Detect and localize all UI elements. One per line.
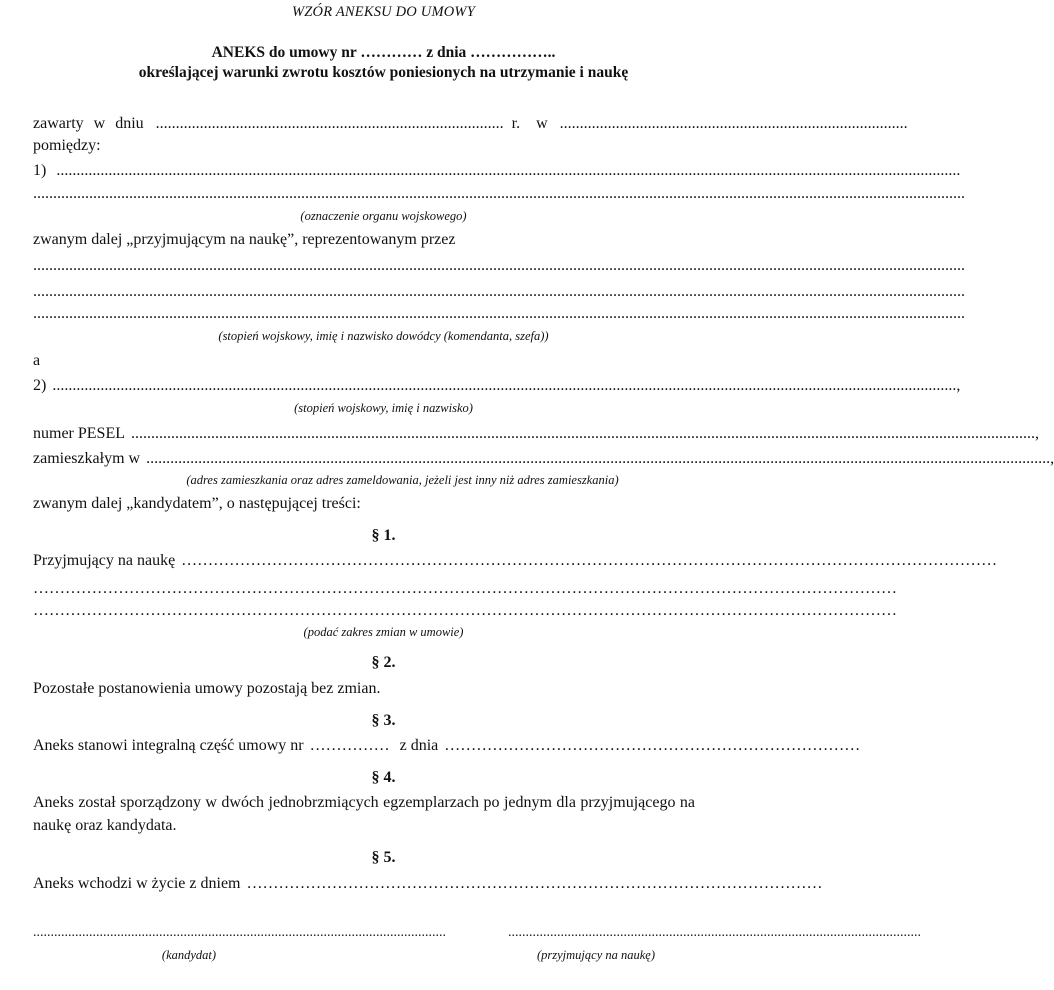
section-2-text: Pozostałe postanowienia umowy pozostają bez zmian.: [33, 680, 381, 697]
section-1-caption: (podać zakres zmian w umowie): [303, 625, 464, 639]
concluded-line: [33, 114, 908, 134]
section-1-field-2[interactable]: ………………………………………………………………………………………………………………………………………………: [33, 580, 897, 597]
pesel-line: [33, 424, 1039, 444]
receiver-caption: (przyjmujący na naukę): [536, 948, 656, 962]
representative-field-3[interactable]: .........................................................................................................................................................................................................................................: [33, 305, 965, 322]
representative-field-1[interactable]: .........................................................................................................................................................................................................................................: [33, 257, 965, 274]
pesel-label: numer PESEL: [33, 425, 125, 442]
party1-line: [33, 161, 961, 181]
representative-field-2[interactable]: .........................................................................................................................................................................................................................................: [33, 283, 965, 300]
address-label: zamieszkałym w: [33, 450, 141, 467]
place-field[interactable]: .......................................................................................: [559, 115, 908, 132]
address-caption: (adres zamieszkania oraz adres zameldowania, jeżeli jest inny niż adres zamieszkania): [186, 473, 619, 487]
year-label: r. w: [511, 115, 548, 132]
date-field[interactable]: .......................................................................................: [155, 115, 504, 132]
section-3-text-b: z dnia: [399, 737, 439, 754]
section-3-line: [33, 736, 861, 756]
section-2-title: § 2.: [371, 654, 396, 671]
party1-caption: (oznaczenie organu wojskowego): [300, 209, 467, 223]
party2-called: zwanym dalej „kandydatem”, o następującej treści:: [33, 495, 361, 512]
section-4-text: Aneks został sporządzony w dwóch jednobrzmiących egzemplarzach po jednym dla przyjmującego na naukę oraz kandydata.: [33, 794, 695, 834]
comma: ,: [1050, 450, 1054, 467]
party1-label: 1): [33, 162, 47, 179]
receiver-signature-field[interactable]: ......................................................................................................................: [508, 925, 921, 940]
party2-label: 2): [33, 377, 47, 394]
representative-caption: (stopień wojskowy, imię i nazwisko dowódcy (komendanta, szefa)): [218, 329, 549, 343]
address-line: [33, 449, 1054, 469]
section-5-text: Aneks wchodzi w życie z dniem: [33, 875, 241, 892]
effective-date-field[interactable]: ………………………………………………………………………………………………: [246, 875, 823, 892]
party2-caption: (stopień wojskowy, imię i nazwisko): [294, 401, 473, 415]
section-1-title: § 1.: [371, 527, 396, 544]
section-5-title: § 5.: [371, 849, 396, 866]
party1-field[interactable]: ..................................................................................................................................................................................................................................: [56, 162, 961, 179]
party1-field-continued[interactable]: .........................................................................................................................................................................................................................................: [33, 185, 965, 202]
section-5-line: [33, 874, 823, 894]
section-1-field[interactable]: ………………………………………………………………………………………………………………………………………: [181, 552, 998, 569]
annex-title: ANEKS do umowy nr ………… z dnia ……………..: [211, 44, 556, 61]
contract-number-field[interactable]: ……………: [309, 737, 390, 754]
section-3-text-a: Aneks stanowi integralną część umowy nr: [33, 737, 304, 754]
and-label: a: [33, 352, 41, 369]
party1-called: zwanym dalej „przyjmującym na naukę”, reprezentowanym przez: [33, 231, 456, 248]
concluded-label: zawarty w dniu: [33, 115, 144, 132]
section-3-title: § 3.: [371, 712, 396, 729]
party2-field[interactable]: ..................................................................................................................................................................................................................................: [52, 377, 957, 394]
comma: ,: [1035, 425, 1039, 442]
party2-line: [33, 376, 961, 396]
section-1-line: [33, 551, 998, 571]
contract-date-field[interactable]: ……………………………………………………………………: [444, 737, 861, 754]
section-1-text: Przyjmujący na naukę: [33, 552, 176, 569]
comma: ,: [956, 377, 961, 394]
pesel-field[interactable]: ..................................................................................................................................................................................................................................: [131, 425, 1035, 442]
template-title: WZÓR ANEKSU DO UMOWY: [292, 4, 475, 20]
address-field[interactable]: ..................................................................................................................................................................................................................................: [146, 450, 1051, 467]
candidate-caption: (kandydat): [161, 948, 217, 962]
section-1-field-3[interactable]: ………………………………………………………………………………………………………………………………………………: [33, 602, 897, 619]
candidate-signature-field[interactable]: ......................................................................................................................: [33, 925, 446, 940]
section-4-title: § 4.: [371, 769, 396, 786]
between-label: pomiędzy:: [33, 137, 101, 154]
annex-subtitle: określającej warunki zwrotu kosztów poniesionych na utrzymanie i naukę: [138, 64, 629, 81]
